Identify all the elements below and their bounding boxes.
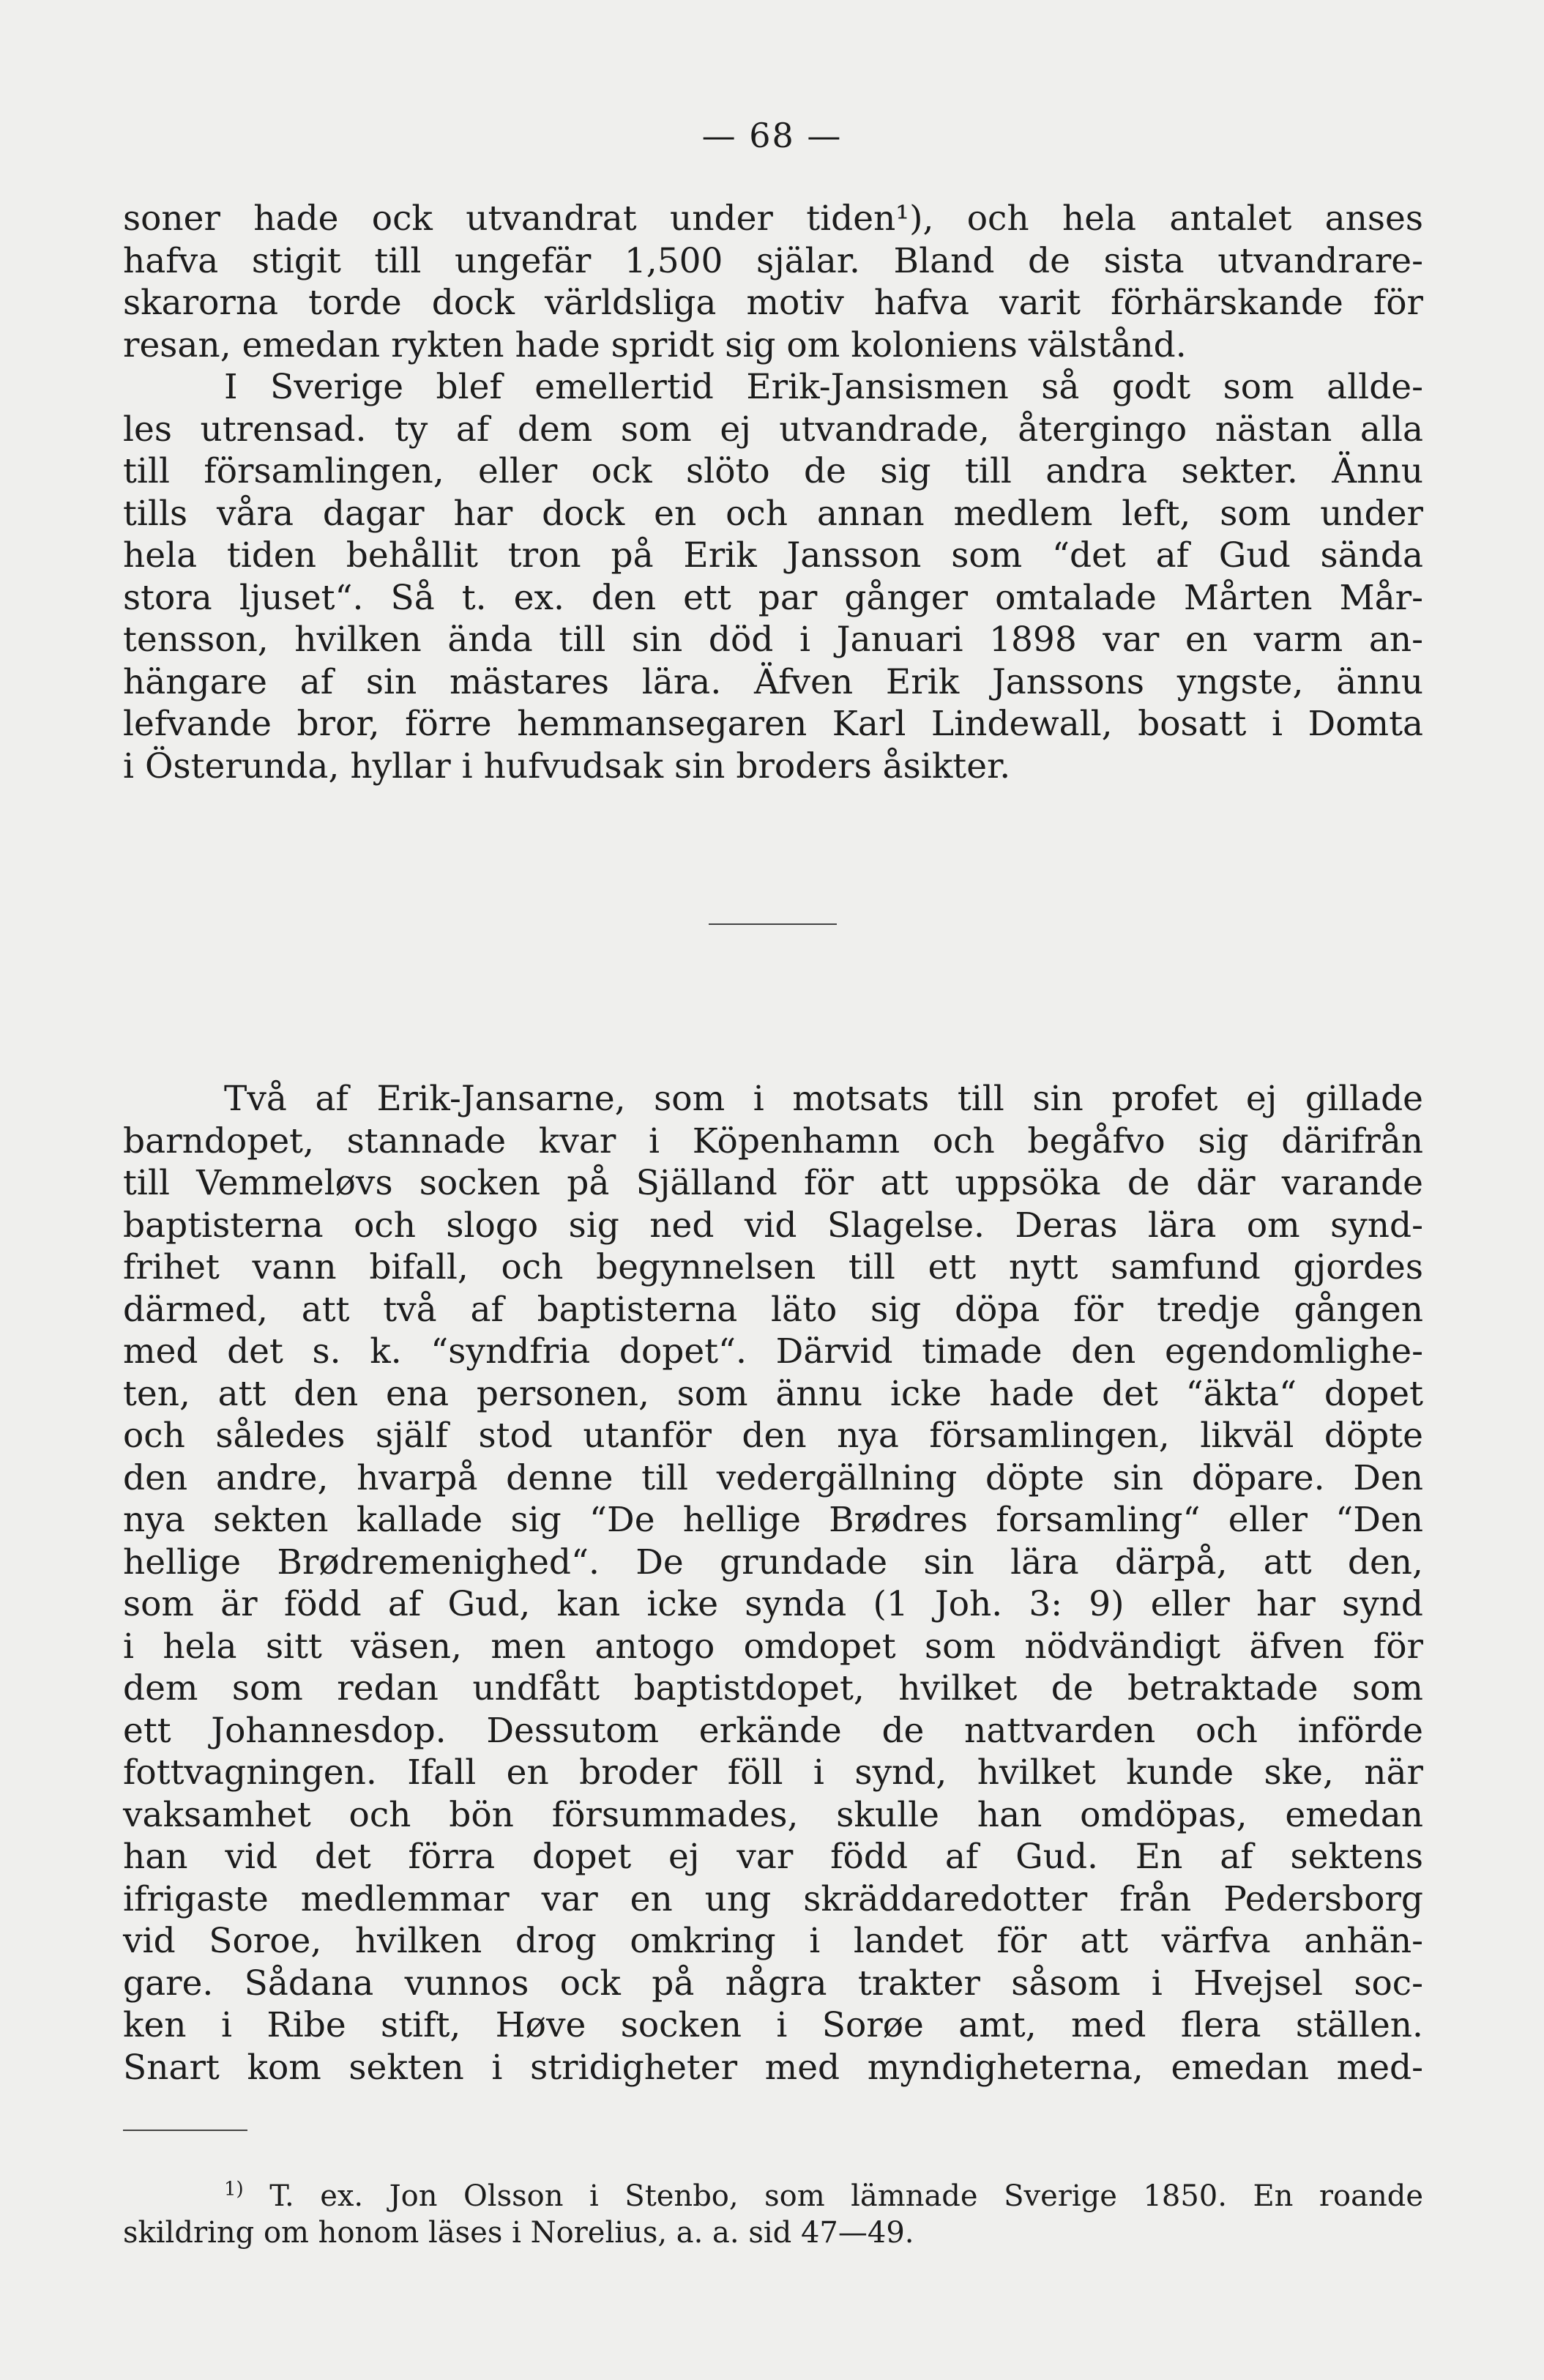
text-line: vid Soroe, hvilken drog omkring i landet för att värfva anhän- [123, 1921, 1423, 1961]
text-line: hellige Brødremenighed“. De grundade sin lära därpå, att den, [123, 1542, 1423, 1583]
text-line: ifrigaste medlemmar var en ung skräddaredotter från Pedersborg [123, 1878, 1423, 1919]
footnote-marker: 1) [224, 2178, 244, 2201]
text-line: dem som redan undfått baptistdopet, hvilket de betraktade som [123, 1668, 1423, 1708]
text-line: soner hade ock utvandrat under tiden¹), och hela antalet anses [123, 198, 1423, 239]
footnote-rule [123, 2130, 247, 2131]
page-number: — 68 — [701, 116, 843, 155]
text-line: lefvande bror, förre hemmansegaren Karl Lindewall, bosatt i Domta [123, 704, 1423, 744]
text-line: i hela sitt väsen, men antogo omdopet som nödvändigt äfven för [123, 1626, 1423, 1667]
footnote [123, 2178, 1423, 2251]
text-line: frihet vann bifall, och begynnelsen till ett nytt samfund gjordes [123, 1247, 1423, 1287]
text-line: skarorna torde dock världsliga motiv hafva varit förhärskande för [123, 283, 1423, 323]
paragraph-block-2 [123, 1078, 1423, 2089]
text-line: som är född af Gud, kan icke synda (1 Joh. 3: 9) eller har synd [123, 1584, 1423, 1624]
text-line: i Österunda, hyllar i hufvudsak sin broders åsikter. [123, 745, 1011, 786]
text-line: baptisterna och slogo sig ned vid Slagelse. Deras lära om synd- [123, 1205, 1423, 1246]
text-line: den andre, hvarpå denne till vedergällning döpte sin döpare. Den [123, 1457, 1423, 1498]
text-line: med det s. k. “syndfria dopet“. Därvid timade den egendomlighe- [123, 1331, 1423, 1372]
text-line: till församlingen, eller ock slöto de sig till andra sekter. Ännu [123, 451, 1423, 491]
footnote-line [123, 2178, 1423, 2214]
text-line: Snart kom sekten i stridigheter med myndigheterna, emedan med- [123, 2047, 1423, 2088]
text-line: gare. Sådana vunnos ock på några trakter såsom i Hvejsel soc- [123, 1963, 1423, 2004]
text-line: les utrensad. ty af dem som ej utvandrade, återgingo nästan alla [123, 409, 1423, 450]
text-line: ett Johannesdop. Dessutom erkände de nattvarden och införde [123, 1710, 1423, 1751]
text-line: tills våra dagar har dock en och annan medlem left, som under [123, 493, 1423, 534]
text-line: I Sverige blef emellertid Erik-Jansismen så godt som allde- [224, 367, 1423, 407]
footnote-line: skildring om honom läses i Norelius, a. a. sid 47—49. [123, 2216, 914, 2250]
text-line: han vid det förra dopet ej var född af Gud. En af sektens [123, 1837, 1423, 1877]
paragraph-block-1 [123, 198, 1423, 787]
text-line: ken i Ribe stift, Høve socken i Sorøe amt, med flera ställen. [123, 2005, 1423, 2045]
footnote-text: T. ex. Jon Olsson i Stenbo, som lämnade Sverige 1850. En roande [269, 2179, 1423, 2213]
text-line: därmed, att två af baptisterna läto sig döpa för tredje gången [123, 1289, 1423, 1330]
text-line: fottvagningen. Ifall en broder föll i synd, hvilket kunde ske, när [123, 1752, 1423, 1793]
text-line: hafva stigit till ungefär 1,500 själar. Bland de sista utvandrare- [123, 240, 1423, 281]
text-line: stora ljuset“. Så t. ex. den ett par gånger omtalade Mårten Mår- [123, 577, 1423, 618]
section-separator [709, 923, 837, 925]
text-line: hela tiden behållit tron på Erik Jansson som “det af Gud sända [123, 535, 1423, 576]
text-line: tensson, hvilken ända till sin död i Januari 1898 var en varm an- [123, 620, 1423, 660]
text-line: barndopet, stannade kvar i Köpenhamn och begåfvo sig därifrån [123, 1120, 1423, 1161]
text-line: hängare af sin mästares lära. Äfven Erik Janssons yngste, ännu [123, 661, 1423, 702]
text-line: och således själf stod utanför den nya församlingen, likväl döpte [123, 1416, 1423, 1456]
text-line: ten, att den ena personen, som ännu icke hade det “äkta“ dopet [123, 1373, 1423, 1414]
text-line: resan, emedan rykten hade spridt sig om koloniens välstånd. [123, 324, 1187, 365]
text-line: till Vemmeløvs socken på Själland för att uppsöka de där varande [123, 1163, 1423, 1203]
text-line: nya sekten kallade sig “De hellige Brødres forsamling“ eller “Den [123, 1500, 1423, 1540]
text-line: vaksamhet och bön försummades, skulle han omdöpas, emedan [123, 1794, 1423, 1835]
text-line: Två af Erik-Jansarne, som i motsats till sin profet ej gillade [224, 1079, 1423, 1119]
